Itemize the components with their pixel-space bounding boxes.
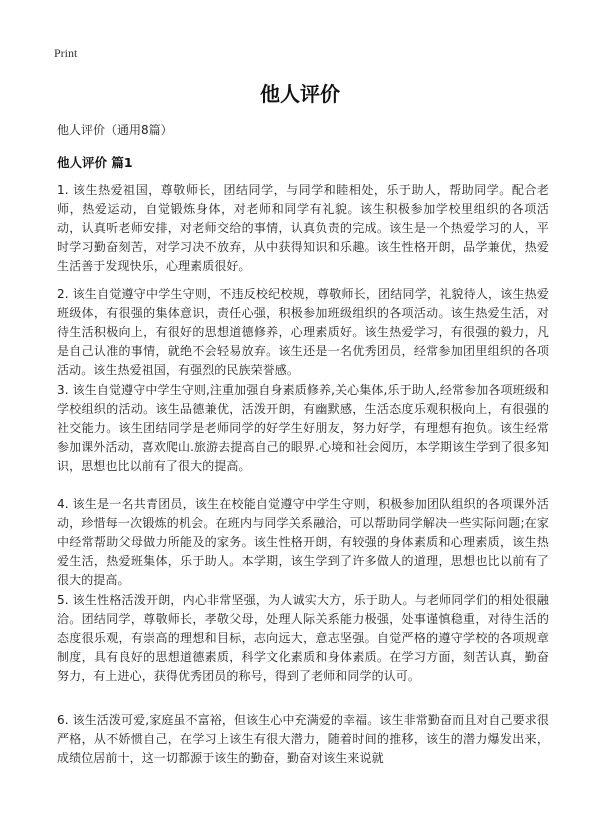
paragraph-1: 1. 该生热爱祖国，尊敬师长，团结同学，与同学和睦相处，乐于助人，帮助同学。配合老师，热爱运动，自觉锻炼身体，对老师和同学有礼貌。该生积极参加学校里组织的各项活动，认真听老师安排，对老师交给的事情，认真负责的完成。该生是一个热爱学习的人，平时学习勤奋刻苦，对学习决不放弃，从中获得知识和乐趣。该生性格开朗，品学兼优，热爱生活善于发现快乐，心理素质很好。 xyxy=(57,183,549,273)
paragraph-3: 3. 该生自觉遵守中学生守则,注重加强自身素质修养,关心集体,乐于助人,经常参加各项班级和学校组织的活动。该生品德兼优，活泼开朗，有幽默感，生活态度乐观积极向上，有很强的社交能力。该生团结同学是老师同学的好学生好朋友，努力好学，有理想有抱负。该生经常参加课外活动，喜欢爬山.旅游去提高自己的眼界.心境和社会阅历，本学期该生学到了很多知识，思想也比以前有了很大的提高。 xyxy=(57,383,549,473)
page-title: 他人评价 xyxy=(260,82,340,106)
document-subtitle: 他人评价（通用8篇） xyxy=(57,123,173,137)
section-heading: 他人评价 篇1 xyxy=(57,155,133,170)
paragraph-6: 6. 该生活泼可爱,家庭虽不富裕，但该生心中充满爱的幸福。该生非常勤奋而且对自己要求很严格，从不娇惯自己，在学习上该生有很大潜力，随着时间的推移，该生的潜力爆发出来，成绩位居前十，这一切都源于该生的勤奋，勤奋对该生来说就 xyxy=(57,713,549,765)
paragraph-4: 4. 该生是一名共青团员，该生在校能自觉遵守中学生守则，积极参加团队组织的各项课外活动，珍惜每一次锻炼的机会。在班内与同学关系融洽，可以帮助同学解决一些实际问题;在家中经常帮助父母做力所能及的家务。该生性格开朗，有较强的身体素质和心理素质，该生热爱生活，热爱班集体，乐于助人。本学期，该生学到了许多做人的道理，思想也比以前有了很大的提高。 xyxy=(57,497,549,587)
print-label: Print xyxy=(54,46,78,60)
paragraph-2: 2. 该生自觉遵守中学生守则，不违反校纪校规，尊敬师长，团结同学，礼貌待人，该生热爱班级体，有很强的集体意识，责任心强，积极参加班级组织的各项活动。该生热爱生活，对待生活积极向上，有很好的思想道德修养，心理素质好。该生热爱学习，有很强的毅力，凡是自己认准的事情，就绝不会轻易放弃。该生还是一名优秀团员，经常参加团里组织的各项活动。该生热爱祖国，有强烈的民族荣誉感。 xyxy=(57,287,549,377)
paragraph-5: 5. 该生性格活泼开朗，内心非常坚强，为人诚实大方，乐于助人。与老师同学们的相处很融洽。团结同学，尊敬师长，孝敬父母，处理人际关系能力极强，处事谨慎稳重，对待生活的态度很乐观，有崇高的理想和目标，志向远大，意志坚强。自觉严格的遵守学校的各项规章制度，具有良好的思想道德素质，科学文化素质和身体素质。在学习方面，刻苦认真，勤奋努力，有上进心，获得优秀团员的称号，得到了老师和同学的认可。 xyxy=(57,593,549,683)
